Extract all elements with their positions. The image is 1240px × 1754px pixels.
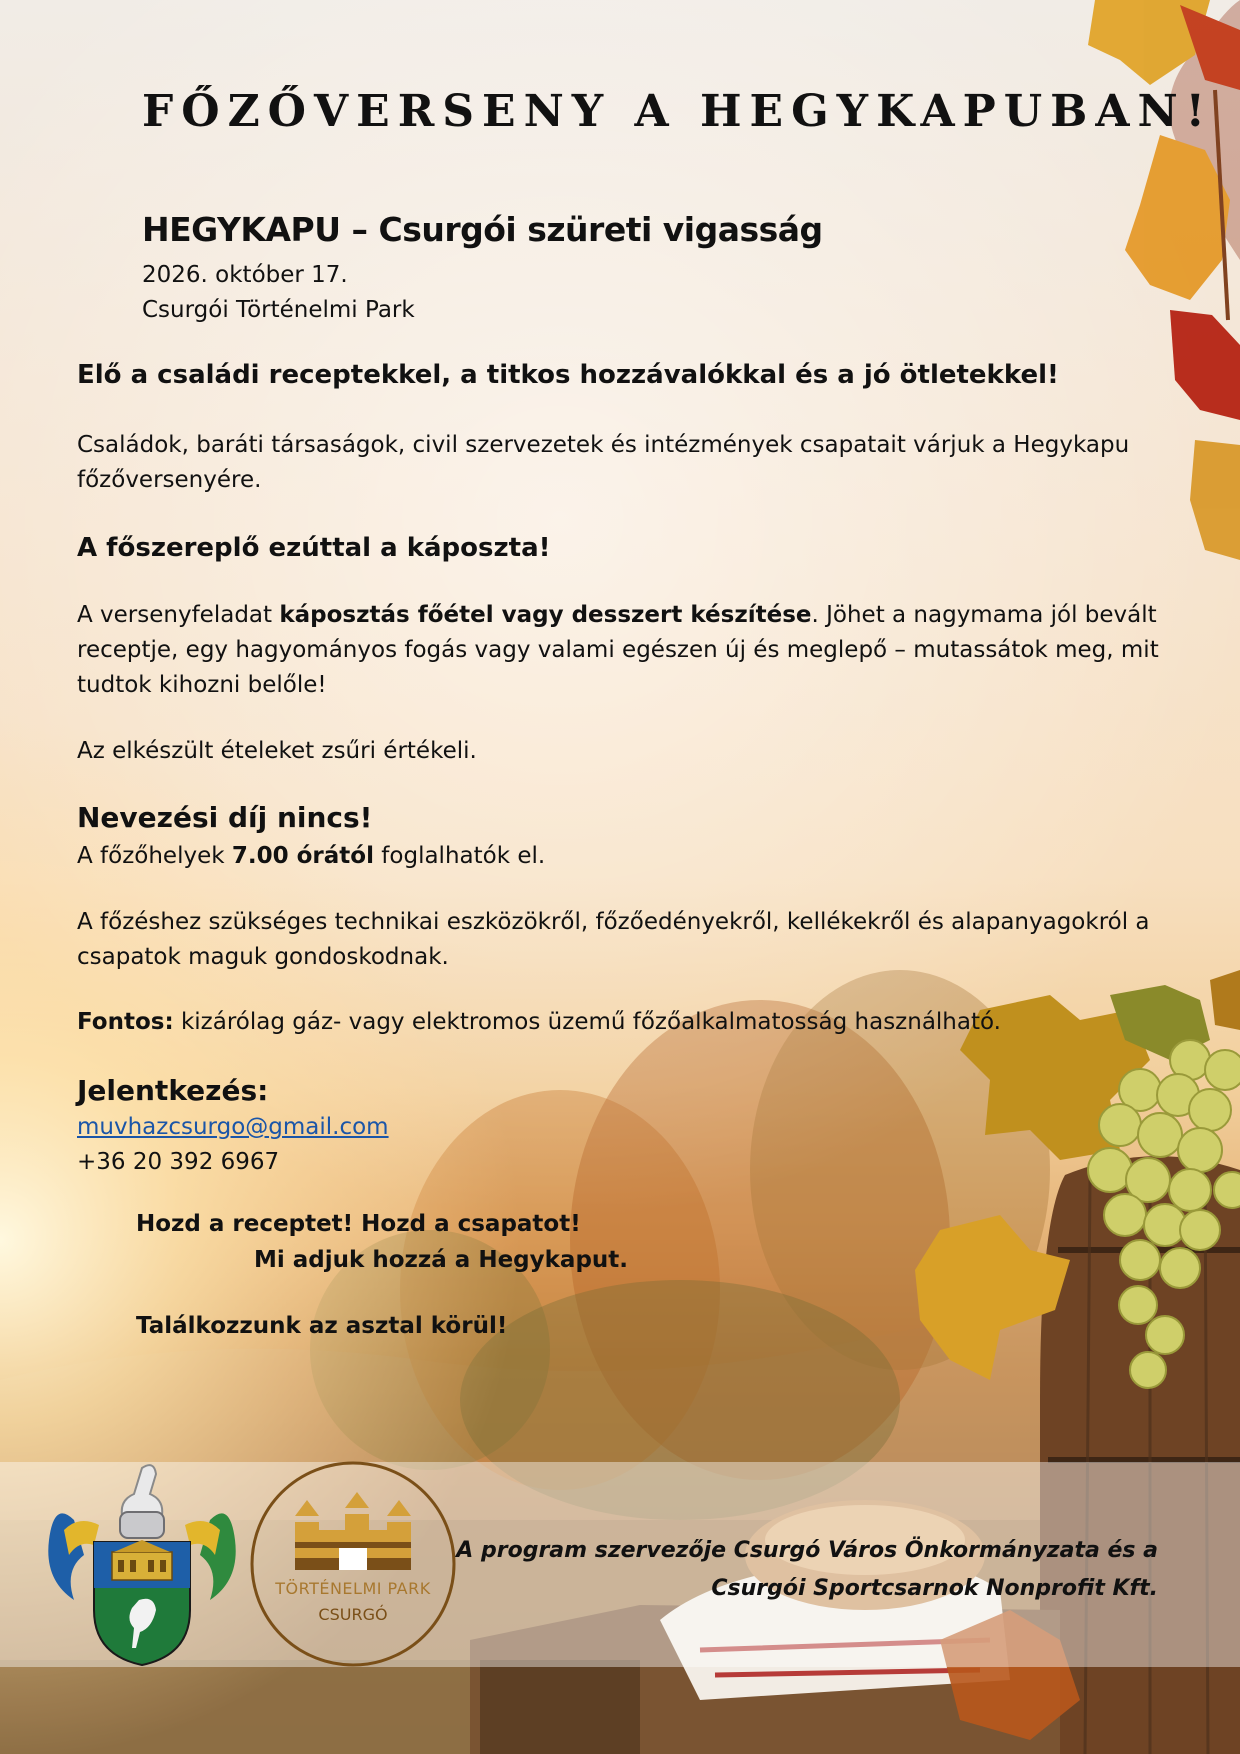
park-logo-text-2: CSURGÓ xyxy=(318,1605,388,1624)
apply-email-line xyxy=(77,1110,1167,1145)
equipment-paragraph: A főzéshez szükséges technikai eszközökről, főzőedényekről, kellékekről és alapanyagokról a csapatok maguk gondoskodnak. xyxy=(77,909,1150,970)
places-text-post: foglalhatók el. xyxy=(373,843,546,869)
jury-paragraph: Az elkészült ételeket zsűri értékeli. xyxy=(77,738,477,764)
csurgo-coat-of-arms-logo xyxy=(44,1460,240,1670)
park-logo-text-1: TÖRTÉNELMI PARK xyxy=(275,1579,431,1598)
email-link[interactable]: muvhazcsurgo@gmail.com xyxy=(77,1114,389,1140)
organizer-line-1: A program szervezője Csurgó Város Önkormányzata és a xyxy=(456,1538,1158,1563)
tortenelmi-park-logo xyxy=(249,1460,457,1668)
event-name: HEGYKAPU – Csurgói szüreti vigasság xyxy=(142,210,823,249)
event-date: 2026. október 17. xyxy=(142,262,348,288)
headline: Elő a családi receptekkel, a titkos hozzávalókkal és a jó ötletekkel! xyxy=(77,360,1059,390)
places-text-bold: 7.00 órától xyxy=(231,843,374,869)
subheading-cabbage: A főszereplő ezúttal a káposzta! xyxy=(77,533,551,563)
task-paragraph xyxy=(77,598,1167,703)
call-to-action-1: Hozd a receptet! Hozd a csapatot! xyxy=(136,1211,581,1237)
task-text-bold: káposztás főétel vagy desszert készítése xyxy=(279,602,812,628)
important-label: Fontos: xyxy=(77,1009,174,1035)
call-to-action-3: Találkozzunk az asztal körül! xyxy=(136,1313,508,1339)
phone-number: +36 20 392 6967 xyxy=(77,1149,280,1175)
places-paragraph xyxy=(77,839,1167,874)
intro-paragraph: Családok, baráti társaságok, civil szervezetek és intézmények csapatait várjuk a Hegykapu főzőversenyére. xyxy=(77,432,1130,493)
organizer-text xyxy=(438,1532,1158,1608)
important-text: kizárólag gáz- vagy elektromos üzemű főzőalkalmatosság használható. xyxy=(173,1009,1001,1035)
places-text-pre: A főzőhelyek xyxy=(77,843,232,869)
page-title: FŐZŐVERSENY A HEGYKAPUBAN! xyxy=(142,86,1213,137)
organizer-line-2: Csurgói Sportcsarnok Nonprofit Kft. xyxy=(711,1576,1158,1601)
fee-heading: Nevezési díj nincs! xyxy=(77,801,373,834)
event-place: Csurgói Történelmi Park xyxy=(142,297,415,323)
important-paragraph xyxy=(77,1005,1167,1040)
call-to-action-2: Mi adjuk hozzá a Hegykaput. xyxy=(254,1247,629,1273)
apply-heading: Jelentkezés: xyxy=(77,1074,269,1107)
task-text-post: . Jöhet a nagymama jól bevált receptje, egy hagyományos fogás vagy valami egészen új és meglepő – mutassátok meg, mit tudtok kihozni belőle! xyxy=(77,602,1159,698)
task-text-pre: A versenyfeladat xyxy=(77,602,280,628)
